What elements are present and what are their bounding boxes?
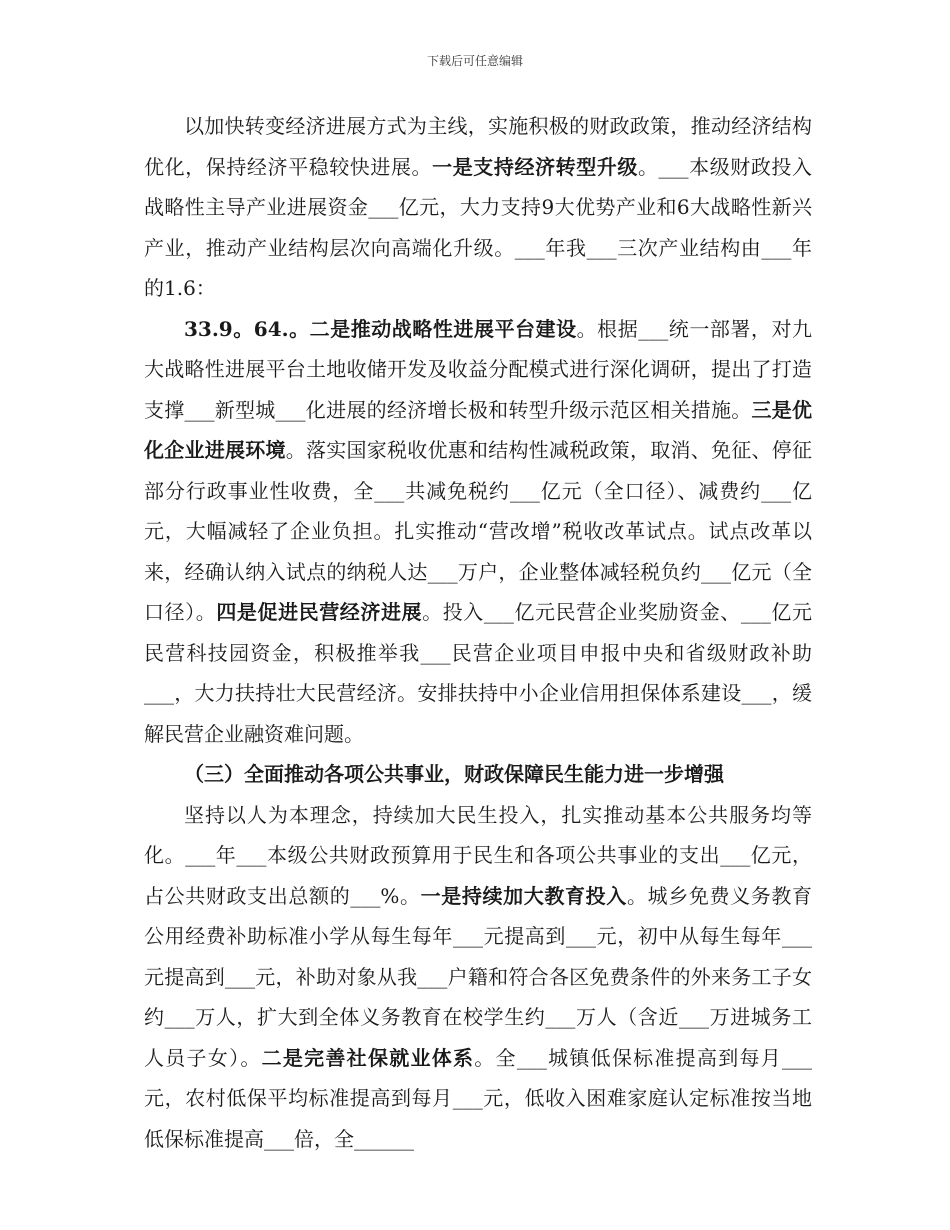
- paragraph-1: [144, 106, 812, 309]
- page-header: 下载后可任意编辑: [426, 54, 523, 68]
- bold-heading: 二是完善社保就业体系: [261, 1045, 475, 1070]
- bold-heading: 三是优化企业进展环境: [144, 397, 813, 462]
- text-segment: 。根据___统一部署，对九大战略性进展平台土地收储开发及收益分配模式进行深化调研，提出了打造支撑___新型城___化进展的经济增长极和转型升级示范区相关措施。: [144, 316, 813, 422]
- text-segment: 。落实国家税收优惠和结构性减税政策，取消、免征、停征部分行政事业性收费，全___共减免税约___亿元（全口径）、减费约___亿元，大幅减轻了企业负担。扎实推动“营改增”税收改革试点。试点改革以来，经确认纳入试点的纳税人达___万户，企业整体减轻税负约___亿元（全口径）。: [144, 438, 812, 624]
- bold-heading: 一是持续加大教育投入: [420, 883, 627, 908]
- text-segment: 。城乡免费义务教育公用经费补助标准小学从每生每年___元提高到___元，初中从每生每年___元提高到___元，补助对象从我___户籍和符合各区免费条件的外来务工子女约___万人，扩大到全体义务教育在校学生约___万人（含近___万进城务工人员子女）。: [144, 883, 812, 1070]
- section-heading: （三）全面推动各项公共事业，财政保障民生能力进一步增强: [184, 762, 724, 786]
- text-segment: 。___本级财政投入战略性主导产业进展资金___亿元，大力支持9大优势产业和6大战略性新兴产业，推动产业结构层次向高端化升级。___年我___三次产业结构由___年的1.6：: [144, 154, 813, 300]
- bold-heading: 一是支持经济转型升级: [432, 154, 638, 179]
- text-segment: 坚持以人为本理念，持续加大民生投入，扎实推动基本公共服务均等化。___年___本级公共财政预算用于民生和各项公共事业的支出___亿元，占公共财政支出总额的___%。: [144, 802, 812, 908]
- bold-heading: 四是促进民营经济进展: [216, 600, 423, 624]
- text-segment: 。全___城镇低保标准提高到每月___元，农村低保平均标准提高到每月___元，低收入困难家庭认定标准按当地低保标准提高___倍，全______: [144, 1045, 813, 1151]
- text-segment: 。投入___亿元民营企业奖励资金、___亿元民营科技园资金，积极推举我___民营企业项目申报中央和省级财政补助___，大力扶持壮大民营经济。安排扶持中小企业信用担保体系建设___，缓解民营企业融资难问题。: [144, 600, 813, 746]
- bold-heading: 二是推动战略性进展平台建设: [309, 316, 577, 341]
- paragraph-3: [144, 795, 812, 1160]
- text-segment: 以加快转变经济进展方式为主线，实施积极的财政政策，推动经济结构优化，保持经济平稳较快进展。: [144, 114, 812, 179]
- paragraph-2: [144, 309, 812, 755]
- document-body: [144, 106, 812, 1159]
- bold-number: 33.9。64.。: [184, 316, 310, 341]
